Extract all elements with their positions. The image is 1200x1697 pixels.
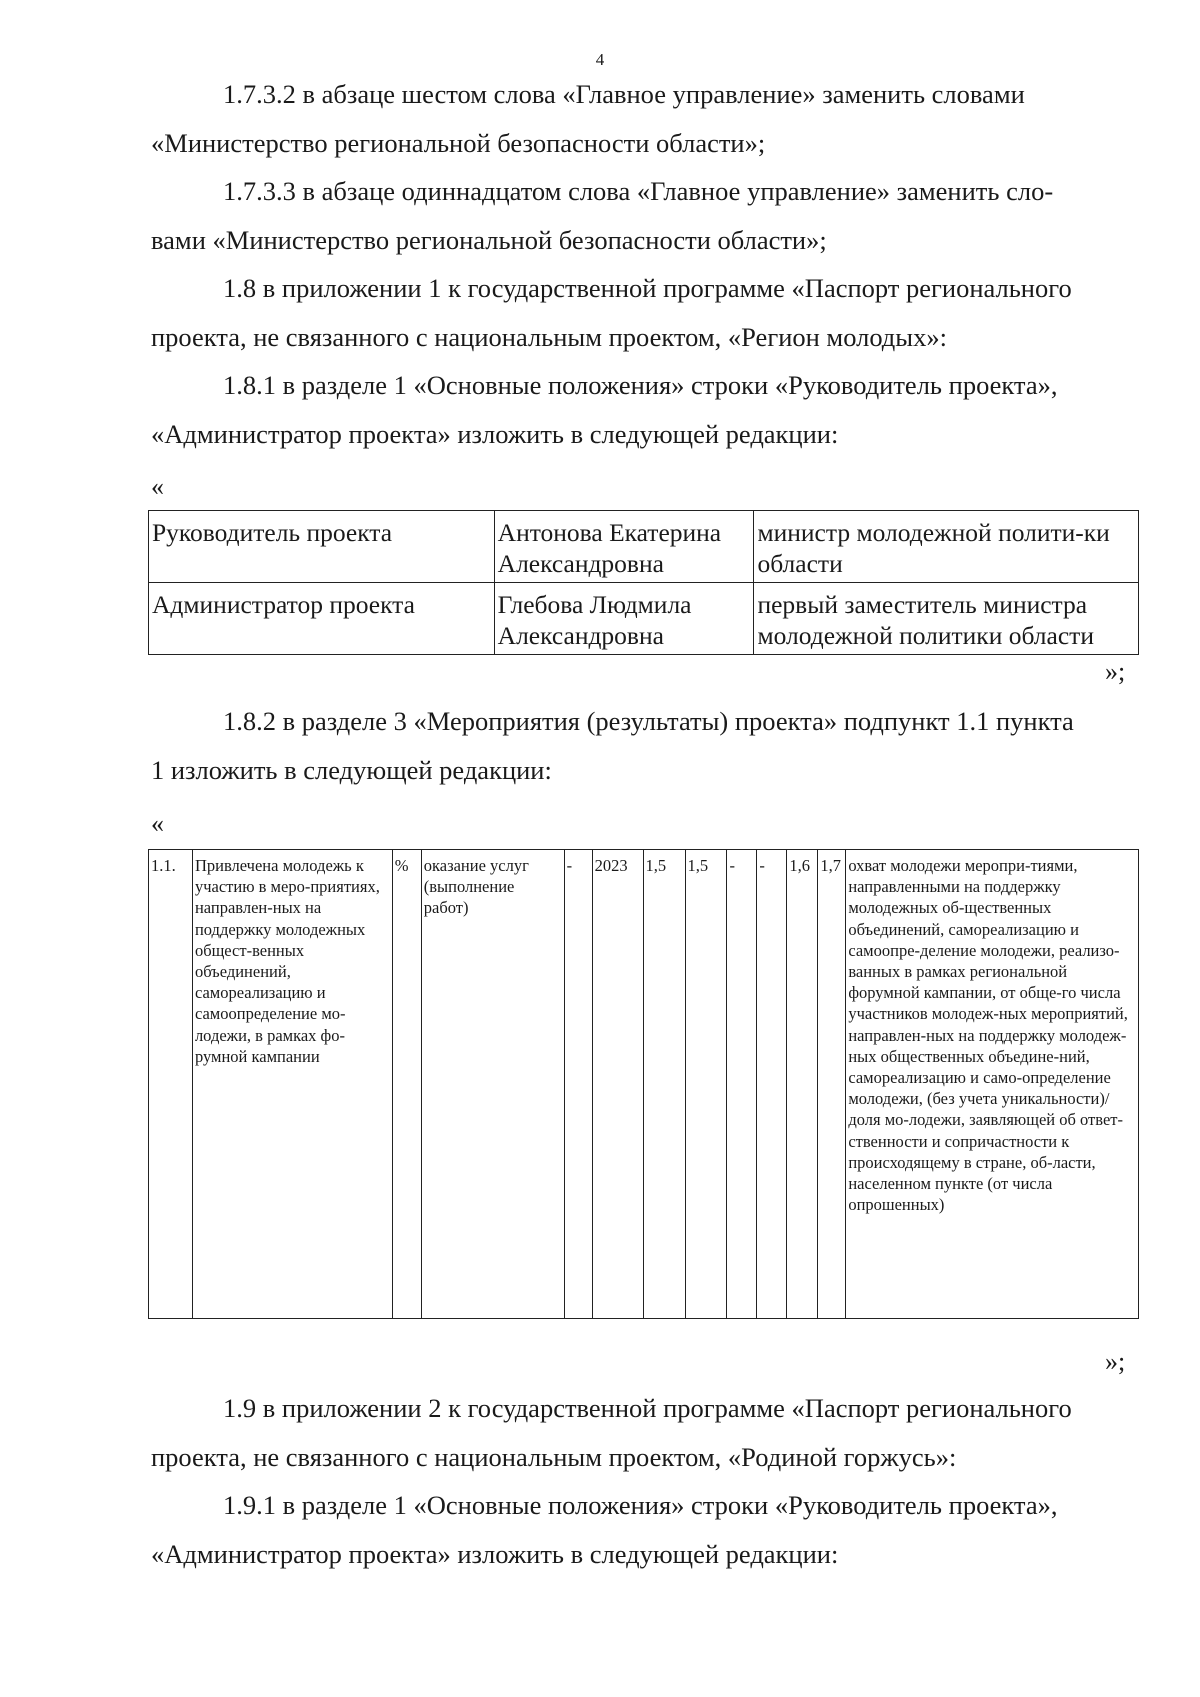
paragraph-1-8-line2: проекта, не связанного с национальным проектом, «Регион молодых»: <box>151 322 947 352</box>
project-roles-table <box>148 510 1139 655</box>
role-cell: Администратор проекта <box>149 583 495 655</box>
paragraph-1-9-1-line2: «Администратор проекта» изложить в следующей редакции: <box>151 1539 839 1569</box>
value-cell: - <box>757 850 787 1319</box>
project-activities-table <box>148 849 1139 1319</box>
table-row <box>149 583 1139 655</box>
paragraph-1-8-1-line1: 1.8.1 в разделе 1 «Основные положения» строки «Руководитель проекта», <box>223 370 1058 400</box>
close-quote: »; <box>1105 657 1126 686</box>
year-cell: 2023 <box>592 850 643 1319</box>
paragraph-1-8-1-line2: «Администратор проекта» изложить в следующей редакции: <box>151 419 839 449</box>
value-cell: - <box>727 850 757 1319</box>
paragraph-1-7-3-3-line1: 1.7.3.3 в абзаце одиннадцатом слова «Главное управление» заменить сло- <box>223 176 1054 206</box>
paragraph-1-7-3-3-line2: вами «Министерство региональной безопасности области»; <box>151 225 827 255</box>
name-cell: Антонова Екатерина Александровна <box>494 511 754 583</box>
base-value-cell: - <box>564 850 592 1319</box>
position-cell: министр молодежной полити-ки области <box>754 511 1139 583</box>
value-cell: 1,6 <box>787 850 818 1319</box>
type-cell: оказание услуг (выполнение работ) <box>421 850 564 1319</box>
unit-cell: % <box>392 850 421 1319</box>
close-quote: »; <box>1105 1347 1126 1376</box>
paragraph-1-9-1-line1: 1.9.1 в разделе 1 «Основные положения» строки «Руководитель проекта», <box>223 1490 1058 1520</box>
value-cell: 1,5 <box>643 850 685 1319</box>
role-cell: Руководитель проекта <box>149 511 495 583</box>
paragraph-1-8-2-line1: 1.8.2 в разделе 3 «Мероприятия (результаты) проекта» подпункт 1.1 пункта <box>223 706 1074 736</box>
paragraph-1-7-3-2-line1: 1.7.3.2 в абзаце шестом слова «Главное управление» заменить словами <box>223 79 1025 109</box>
paragraph-1-9-line2: проекта, не связанного с национальным проектом, «Родиной горжусь»: <box>151 1442 957 1472</box>
row-number-cell: 1.1. <box>149 850 193 1319</box>
paragraph-1-8-2-line2: 1 изложить в следующей редакции: <box>151 755 552 785</box>
position-cell: первый заместитель министра молодежной политики области <box>754 583 1139 655</box>
name-cell: Глебова Людмила Александровна <box>494 583 754 655</box>
description-cell: охват молодежи меропри-тиями, направленными на поддержку молодежных об-щественных объединений, самореализацию и самоопре-деление молодежи, реализо-ванных в рамках региональной форумной кампании, от обще-го числа участников молодеж-ных мероприятий, направлен-ных на поддержку молодеж-ных общественных объедине-ний, самореализацию и само-определение молодежи, (без учета уникальности)/доля мо-лодежи, заявляющей об ответ-ственности и сопричастности к происходящему в стране, об-ласти, населенном пункте (от числа опрошенных) <box>846 850 1139 1319</box>
open-quote: « <box>151 809 164 838</box>
task-cell: Привлечена молодежь к участию в меро-приятиях, направлен-ных на поддержку молодежных общест-венных объединений, самореализацию и самоопределение мо-лодежи, в рамках фо-румной кампании <box>192 850 392 1319</box>
page-number: 4 <box>595 50 605 69</box>
paragraph-1-7-3-2-line2: «Министерство региональной безопасности области»; <box>151 128 766 158</box>
paragraph-1-9-line1: 1.9 в приложении 2 к государственной программе «Паспорт регионального <box>223 1393 1072 1423</box>
table-row <box>149 850 1139 1319</box>
table-row <box>149 511 1139 583</box>
open-quote: « <box>151 472 164 501</box>
value-cell: 1,5 <box>685 850 727 1319</box>
paragraph-1-8-line1: 1.8 в приложении 1 к государственной программе «Паспорт регионального <box>223 273 1072 303</box>
value-cell: 1,7 <box>818 850 846 1319</box>
